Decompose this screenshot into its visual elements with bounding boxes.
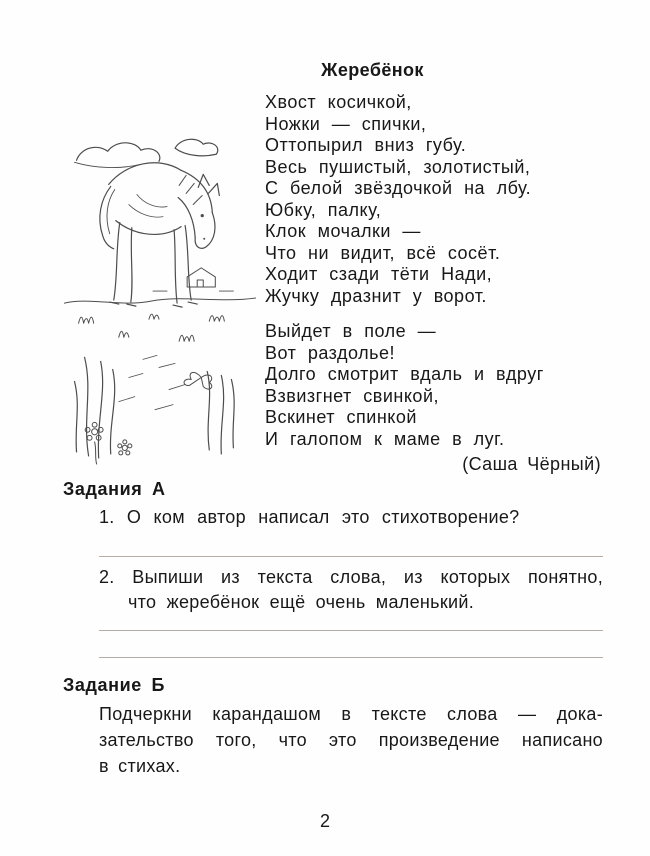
- question-2: [99, 565, 603, 615]
- answer-line: [99, 556, 603, 557]
- task-b-heading: Задание Б: [63, 675, 166, 695]
- task-b-line-2: зательство того, что это произведение написано: [99, 730, 603, 750]
- task-b-line-3: в стихах.: [99, 756, 181, 776]
- tasks-a-heading: Задания А: [63, 479, 166, 499]
- poem-line: Оттопырил вниз губу.: [265, 135, 467, 155]
- answer-line: [99, 657, 603, 658]
- question-2-line-2: что жеребёнок ещё очень маленький.: [128, 592, 475, 612]
- page-number: 2: [319, 811, 330, 831]
- poem-title: Жеребёнок: [321, 60, 424, 80]
- poem-line: Вскинет спинкой: [265, 407, 417, 427]
- question-1: 1. О ком автор написал это стихотворение?: [99, 507, 520, 527]
- poem-line: Жучку дразнит у ворот.: [265, 285, 487, 306]
- poem-author: (Саша Чёрный): [462, 454, 601, 474]
- task-b-text: [99, 701, 603, 779]
- poem-line: Выйдет в поле —: [265, 321, 437, 341]
- foal-sketch-icon: [58, 108, 262, 468]
- poem-line: Вот раздолье!: [265, 342, 396, 363]
- poem-block: [265, 60, 603, 475]
- stanza-gap: [265, 307, 603, 321]
- poem-line: Юбку, палку,: [265, 199, 382, 220]
- question-2-line-1: 2. Выпиши из текста слова, из которых понятно,: [99, 567, 603, 587]
- task-b-line-1: Подчеркни карандашом в тексте слова — дока-: [99, 704, 603, 724]
- answer-line: [99, 630, 603, 631]
- foal-illustration: [58, 108, 262, 468]
- poem-line: Хвост косичкой,: [265, 92, 412, 112]
- poem-line: Ножки — спички,: [265, 113, 427, 134]
- poem-line: Клок мочалки —: [265, 221, 421, 241]
- poem-line: Ходит сзади тёти Нади,: [265, 264, 493, 284]
- poem-line: С белой звёздочкой на лбу.: [265, 178, 532, 198]
- poem-line: Весь пушистый, золотистый,: [265, 156, 531, 177]
- poem-line: Что ни видит, всё сосёт.: [265, 242, 501, 263]
- poem-line: Взвизгнет свинкой,: [265, 385, 439, 406]
- poem-line: Долго смотрит вдаль и вдруг: [265, 364, 544, 384]
- poem-line: И галопом к маме в луг.: [265, 428, 505, 449]
